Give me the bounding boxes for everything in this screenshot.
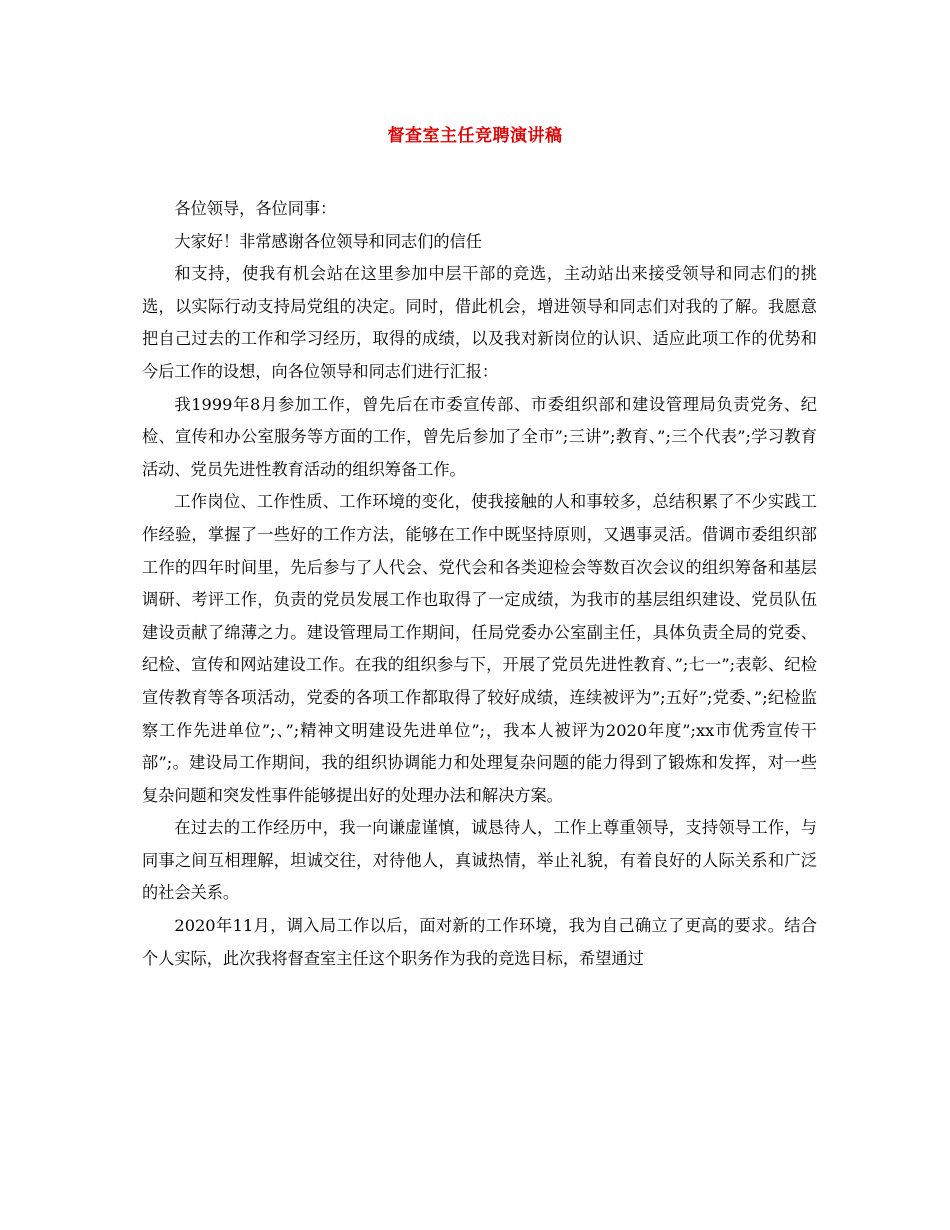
paragraph-salutation: 各位领导，各位同事： xyxy=(174,199,337,218)
paragraph-work-history: 我1999年8月参加工作，曾先后在市委宣传部、市委组织部和建设管理局负责党务、纪检、宣传和办公室服务等方面的工作，曾先后参加了全市”;三讲”;教育、”;三个代表”;学习教育活动、党员先进性教育活动的组织筹备工作。 xyxy=(142,394,817,479)
paragraph-experience: 工作岗位、工作性质、工作环境的变化，使我接触的人和事较多，总结积累了不少实践工作经验，掌握了一些好的工作方法，能够在工作中既坚持原则，又遇事灵活。借调市委组织部工作的四年时间里，先后参与了人代会、党代会和各类迎检会等数百次会议的组织筹备和基层调研、考评工作，负责的党员发展工作也取得了一定成绩，为我市的基层组织建设、党员队伍建设贡献了绵薄之力。建设管理局工作期间，任局党委办公室副主任，具体负责全局的党委、纪检、宣传和网站建设工作。在我的组织参与下，开展了党员先进性教育、”;七一”;表彰、纪检宣传教育等各项活动，党委的各项工作都取得了较好成绩，连续被评为”;五好”;党委、”;纪检监察工作先进单位”;、”;精神文明建设先进单位”;，我本人被评为2020年度”;xx市优秀宣传干部”;。建设局工作期间，我的组织协调能力和处理复杂问题的能力得到了锻炼和发挥，对一些复杂问题和突发性事件能够提出好的处理办法和解决方案。 xyxy=(142,492,817,805)
paragraph-new-goal: 2020年11月，调入局工作以后，面对新的工作环境，我为自己确立了更高的要求。结合个人实际，此次我将督查室主任这个职务作为我的竞选目标，希望通过 xyxy=(142,916,817,968)
paragraph-personal-qualities: 在过去的工作经历中，我一向谦虚谨慎，诚恳待人，工作上尊重领导，支持领导工作，与同事之间互相理解，坦诚交往，对待他人，真诚热情，举止礼貌，有着良好的人际关系和广泛的社会关系。 xyxy=(142,818,817,903)
paragraph-greeting: 大家好！非常感谢各位领导和同志们的信任 xyxy=(174,231,482,251)
paragraph-introduction: 和支持，使我有机会站在这里参加中层干部的竞选，主动站出来接受领导和同志们的挑选，以实际行动支持局党组的决定。同时，借此机会，增进领导和同志们对我的了解。我愿意把自己过去的工作和学习经历，取得的成绩，以及我对新岗位的认识、适应此项工作的优势和今后工作的设想，向各位领导和同志们进行汇报： xyxy=(142,264,817,381)
document-title: 督查室主任竞聘演讲稿 xyxy=(387,126,563,146)
document-body xyxy=(142,193,817,975)
